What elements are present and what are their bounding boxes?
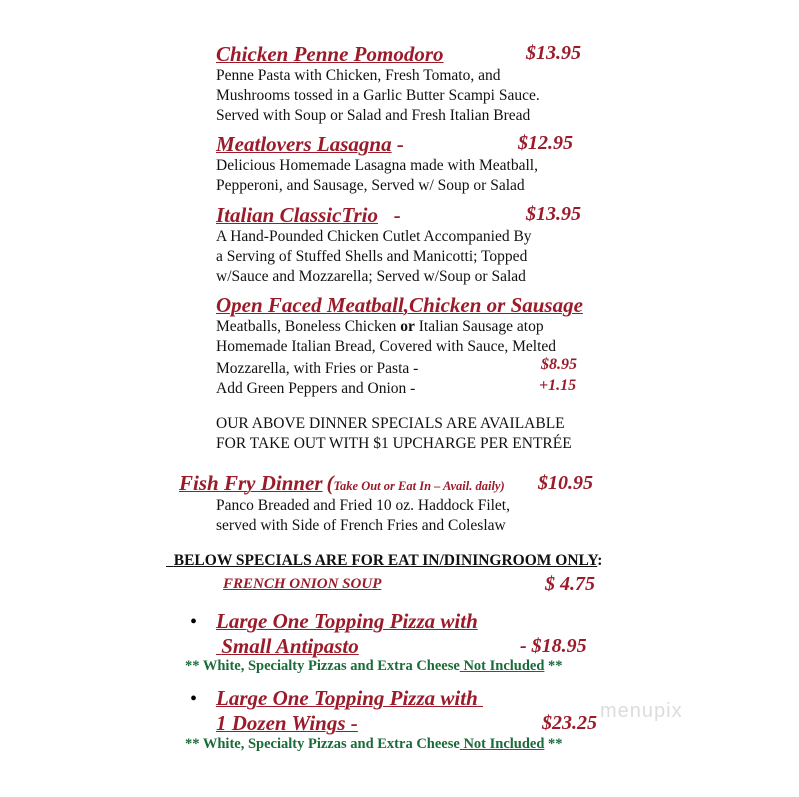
desc-line: Add Green Peppers and Onion - (216, 380, 416, 397)
desc-line: Served with Soup or Salad and Fresh Italian Bread (216, 107, 531, 124)
pizza-title-line1 (216, 686, 483, 711)
dine-in-header-label: BELOW SPECIALS ARE FOR EAT IN/DININGROOM ONLY (173, 552, 598, 569)
dine-in-header-text (166, 552, 597, 569)
pizza-price: - $18.95 (520, 635, 587, 657)
desc-line: Panco Breaded and Fried 10 oz. Haddock Filet, (216, 497, 510, 514)
desc-line: served with Side of French Fries and Coleslaw (216, 517, 506, 534)
item-description (216, 317, 556, 357)
dine-in-header-colon: : (597, 552, 603, 569)
bullet: • (190, 688, 198, 710)
fish-note: Take Out or Eat In – Avail. daily) (333, 479, 505, 493)
desc-text: Italian Sausage atop (414, 318, 544, 335)
pizza-title-line2 (216, 634, 359, 659)
pizza-price: $23.25 (542, 712, 597, 734)
pizza-title-line2-text: Small Antipasto (221, 634, 359, 658)
pizza-exclusion-note (185, 658, 563, 675)
note-text: ** White, Specialty Pizzas and Extra Cheese (185, 736, 460, 752)
item-price: $13.95 (526, 203, 581, 225)
soup-price: $ 4.75 (545, 573, 595, 595)
item-description (216, 227, 532, 287)
watermark-logo: menupix (600, 700, 683, 722)
desc-line: Homemade Italian Bread, Covered with Sauce, Melted (216, 338, 557, 355)
item-title: Italian ClassicTrio (216, 203, 379, 227)
item-title-row (216, 132, 404, 157)
desc-line: A Hand-Pounded Chicken Cutlet Accompanied By (216, 228, 532, 245)
note-stars: ** (544, 736, 563, 752)
item-dash: - (393, 203, 401, 227)
notice-line: OUR ABOVE DINNER SPECIALS ARE AVAILABLE (216, 415, 565, 432)
desc-line: Mozzarella, with Fries or Pasta - (216, 360, 419, 377)
item-title: Chicken Penne Pomodoro (216, 42, 444, 66)
item-title: Open Faced Meatball,Chicken or Sausage (216, 293, 583, 317)
item-title: Meatlovers Lasagna (216, 132, 392, 156)
addon-price: +1.15 (539, 377, 577, 394)
desc-line: a Serving of Stuffed Shells and Manicotti; Topped (216, 248, 528, 265)
desc-bold-or: or (400, 318, 415, 335)
desc-line: Mushrooms tossed in a Garlic Butter Scampi Sauce. (216, 87, 540, 104)
soup-title: FRENCH ONION SOUP (223, 576, 382, 592)
item-description (216, 66, 540, 126)
fish-title-row (179, 471, 505, 496)
fish-open-paren: ( (326, 471, 334, 495)
pizza-title-line1-text: Large One Topping Pizza with (216, 686, 478, 710)
item-price: $8.95 (541, 356, 577, 373)
fish-price: $10.95 (538, 472, 593, 494)
takeout-notice (216, 414, 572, 454)
desc-line: Delicious Homemade Lasagna made with Meatball, (216, 157, 538, 174)
item-dash: - (396, 132, 404, 156)
item-price: $12.95 (518, 132, 573, 154)
note-not-included: Not Included (459, 736, 545, 752)
item-price: $13.95 (526, 42, 581, 64)
desc-line: Penne Pasta with Chicken, Fresh Tomato, and (216, 67, 501, 84)
bullet: • (190, 611, 198, 633)
item-description (216, 156, 538, 196)
fish-description (216, 496, 510, 536)
item-title-row (216, 203, 401, 228)
desc-text: Meatballs, Boneless Chicken (216, 318, 401, 335)
notice-line: FOR TAKE OUT WITH $1 UPCHARGE PER ENTRÉE (216, 435, 572, 452)
desc-line (216, 317, 556, 337)
note-text: ** White, Specialty Pizzas and Extra Cheese (185, 658, 460, 674)
fish-title: Fish Fry Dinner (179, 471, 323, 495)
note-not-included: Not Included (459, 658, 545, 674)
pizza-title-line1: Large One Topping Pizza with (216, 609, 478, 633)
dine-in-header (166, 552, 602, 570)
desc-line: Pepperoni, and Sausage, Served w/ Soup or Salad (216, 177, 525, 194)
pizza-exclusion-note (185, 736, 563, 753)
desc-line: w/Sauce and Mozzarella; Served w/Soup or Salad (216, 268, 526, 285)
pizza-title-line2: 1 Dozen Wings - (216, 711, 358, 735)
note-stars: ** (544, 658, 563, 674)
